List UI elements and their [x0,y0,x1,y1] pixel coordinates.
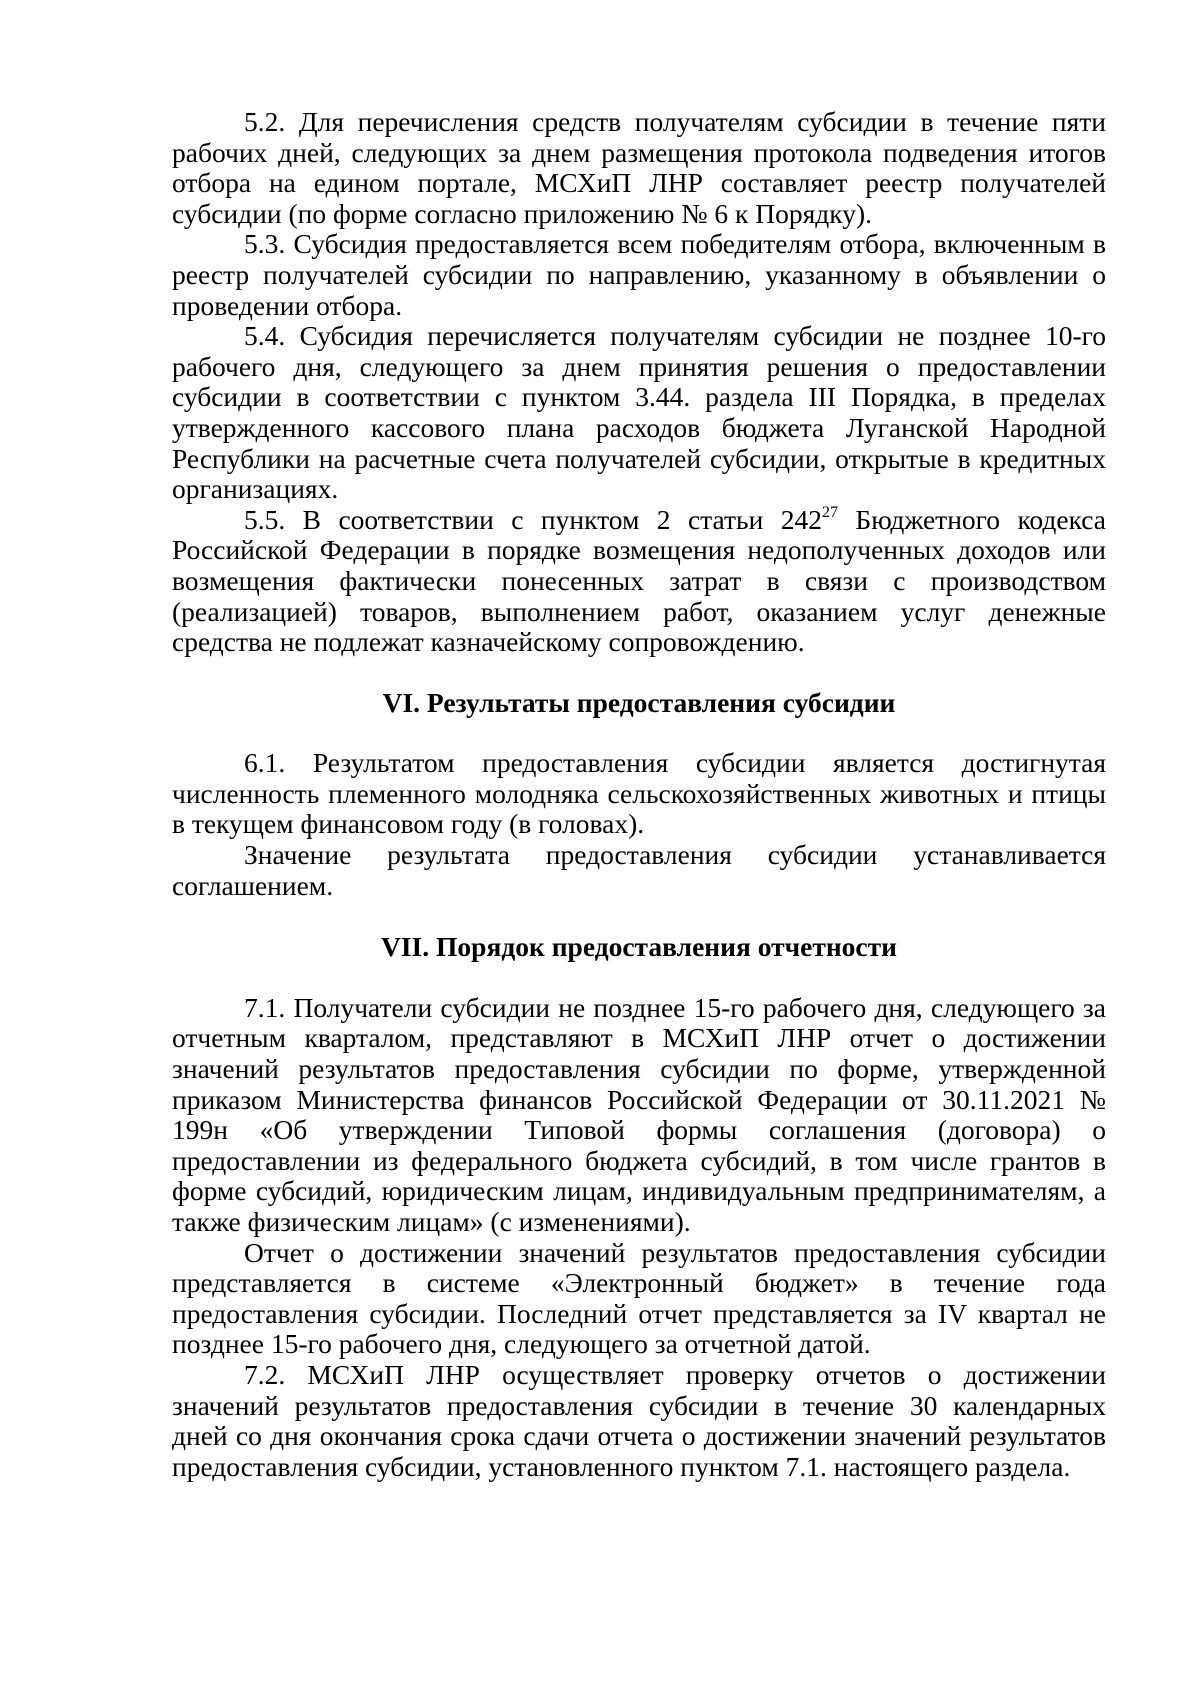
paragraph-5-4: 5.4. Субсидия перечисляется получателям субсидии не позднее 10-го рабочего дня, следующего за днем принятия решения о предоставлении субсидии в соответствии с пунктом 3.44. раздела III Порядка, в пределах утвержденного кассового плана расходов бюджета Луганской Народной Республики на расчетные счета получателей субсидии, открытые в кредитных организациях. [172,320,1106,505]
paragraph-5-5-text-start: 5.5. В соответствии с пунктом 2 статьи 242 [244,503,822,535]
article-superscript: 27 [821,503,838,521]
section-heading-vi: VI. Результаты предоставления субсидии [382,686,896,718]
paragraph-7-1-report: Отчет о достижении значений результатов предоставления субсидии представляется в системе «Электронный бюджет» в течение года предоставления субсидии. Последний отчет представляется за IV квартал не позднее 15-го рабочего дня, следующего за отчетной датой. [172,1236,1106,1360]
paragraph-6-1: 6.1. Результатом предоставления субсидии является достигнутая численность племенного молодняка сельскохозяйственных животных и птицы в текущем финансовом году (в головах). [172,747,1106,840]
section-heading-vii: VII. Порядок предоставления отчетности [381,931,897,963]
paragraph-5-3: 5.3. Субсидия предоставляется всем победителям отбора, включенным в реестр получателей субсидии по направлению, указанному в объявлении о проведении отбора. [172,228,1106,321]
paragraph-5-5 [172,505,1106,658]
paragraph-7-1: 7.1. Получатели субсидии не позднее 15-го рабочего дня, следующего за отчетным кварталом, представляют в МСХиП ЛНР отчет о достижении значений результатов предоставления субсидии по форме, утвержденной приказом Министерства финансов Российской Федерации от 30.11.2021 № 199н «Об утверждении Типовой формы соглашения (договора) о предоставлении из федерального бюджета субсидий, в том числе грантов в форме субсидий, юридическим лицам, индивидуальным предпринимателям, а также физическим лицам» (с изменениями). [172,991,1106,1237]
paragraph-7-2: 7.2. МСХиП ЛНР осуществляет проверку отчетов о достижении значений результатов предоставления субсидии в течение 30 календарных дней со дня окончания срока сдачи отчета о достижении значений результатов предоставления субсидии, установленного пунктом 7.1. настоящего раздела. [172,1358,1106,1482]
paragraph-5-2: 5.2. Для перечисления средств получателям субсидии в течение пяти рабочих дней, следующих за днем размещения протокола подведения итогов отбора на едином портале, МСХиП ЛНР составляет реестр получателей субсидии (по форме согласно приложению № 6 к Порядку). [172,106,1106,229]
paragraph-6-1-value: Значение результата предоставления субсидии устанавливается соглашением. [172,839,1106,901]
paragraph-5-5-text-end: Бюджетного кодекса Российской Федерации в порядке возмещения недополученных доходов или возмещения фактически понесенных затрат в связи с производством (реализацией) товаров, выполнением работ, оказанием услуг денежные средства не подлежат казначейскому сопровождению. [172,503,1106,658]
